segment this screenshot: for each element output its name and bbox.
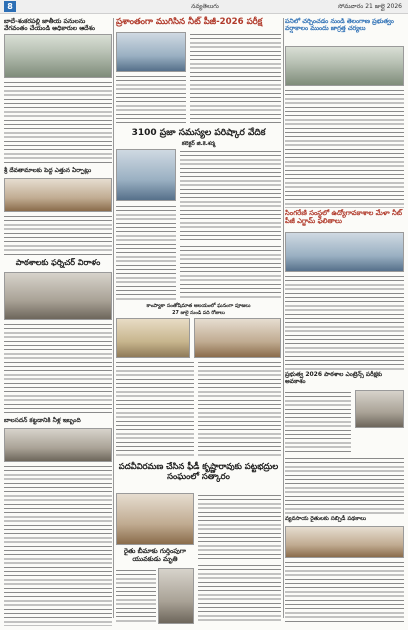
- middle-story2-body-right2: [180, 244, 281, 300]
- masthead: నవ్యతెలుగు: [191, 3, 219, 10]
- right-story4-photo: [285, 526, 404, 558]
- left-story1-photo: [4, 34, 112, 78]
- middle-story3-kicker: కాంప్యాకా సంతోషిమాత ఆలయంలో ఘనంగా పూజలు: [146, 303, 251, 309]
- left-story4-photo: [4, 428, 112, 462]
- middle-banner-body-right: [190, 32, 281, 124]
- middle-banner-body-left: [116, 74, 186, 124]
- right-story3-photo: [355, 390, 404, 428]
- left-story2-body: [4, 214, 112, 258]
- left-story1-body: [4, 80, 112, 166]
- middle-story2-headline: 3100 ప్రజా సమస్యల పరిష్కార వేదిక: [131, 128, 266, 138]
- right-story2-photo: [285, 232, 404, 272]
- middle-column: [116, 18, 281, 626]
- right-story1-headline: పనిలో చర్చించడం నుండి తెలంగాణ ప్రభుత్వం వర్షాకాలం ముందు జాగ్రత్త చర్యలు: [285, 18, 394, 33]
- middle-story5-body: [116, 568, 156, 624]
- middle-story4-photo: [116, 493, 194, 545]
- right-story2-body: [285, 274, 404, 370]
- middle-story3-body-right: [198, 360, 281, 458]
- middle-banner-photo: [116, 32, 186, 72]
- left-story4-headline: బాలసదన్ కట్టడానికి నీళ్ల ఇబ్బంది: [4, 417, 81, 424]
- left-column: [4, 18, 112, 626]
- left-story3-headline: పాఠశాలకు ఫర్నిచర్ విరాళం: [15, 258, 101, 267]
- middle-story2-photo: [116, 149, 176, 201]
- left-story2-photo: [4, 178, 112, 212]
- left-story3-body: [4, 322, 112, 414]
- right-story2-headline: సింగరేణి సంస్థలో ఉద్యోగావకాశాల మేళా నీట్ పీజీ ఎగ్జామ్ ఫలితాలు: [285, 209, 403, 225]
- right-story4-headline: వ్యవసాయ రైతులకు సబ్సిడీ పథకాలు: [285, 516, 367, 522]
- middle-story3-subhead: 27 జులై నుండి పది రోజులు: [172, 311, 225, 316]
- left-story4-body: [4, 464, 112, 626]
- right-story1-photo: [285, 46, 404, 86]
- left-story2-headline: శ్రీ దేవతామాలకు పెద్ద ఎత్తున ఏర్పాట్లు: [4, 167, 92, 174]
- column-divider-left: [113, 18, 114, 618]
- column-divider-right: [283, 18, 284, 618]
- middle-story3-body-left: [116, 360, 194, 458]
- right-story3-body-left: [285, 390, 351, 454]
- middle-story2-body-right: [180, 149, 281, 241]
- left-story1-headline: బాదే-శంకరపల్లి జాతీయ పనులను వేగవంతం చేయండి అధికారుల ఆదేశం: [4, 18, 96, 33]
- middle-story3-photo2: [194, 318, 281, 358]
- middle-story2-subhead: కలెక్టర్ జి.కె.శర్మ: [181, 141, 216, 147]
- middle-story5-photo: [158, 568, 194, 624]
- right-story4-body: [285, 560, 404, 624]
- right-column: [285, 18, 404, 626]
- right-story1-body: [285, 88, 404, 208]
- middle-story3-photo1: [116, 318, 190, 358]
- left-story3-photo: [4, 272, 112, 320]
- middle-banner-headline: ప్రశాంతంగా ముగిసిన నీట్ పీజీ-2026 పరీక్ష: [116, 17, 263, 27]
- middle-story2-body-left: [116, 204, 176, 300]
- middle-story4-body-right: [198, 493, 281, 559]
- right-story3-headline: ప్రభుత్వ 2026 పాఠశాల ఎంట్రెన్స్ పరీక్షకు అవకాశం: [285, 371, 383, 385]
- middle-story4-headline: పదవీవిరమణ చేసిన ఫీడీ కృష్ణారావుకు పట్టభద్రుల సంఘంలో సత్కారం: [118, 461, 279, 481]
- page-number: 8: [4, 1, 16, 12]
- right-story3-body: [285, 456, 404, 514]
- middle-story5-headline: రైతు బీమాకు గుర్తింపుగా యువకుడు మృతి: [124, 547, 186, 563]
- dateline: సోమవారం 21 జుల్లై 2026: [338, 3, 402, 10]
- page-header: [0, 0, 408, 14]
- middle-story4-body-right2: [198, 563, 281, 624]
